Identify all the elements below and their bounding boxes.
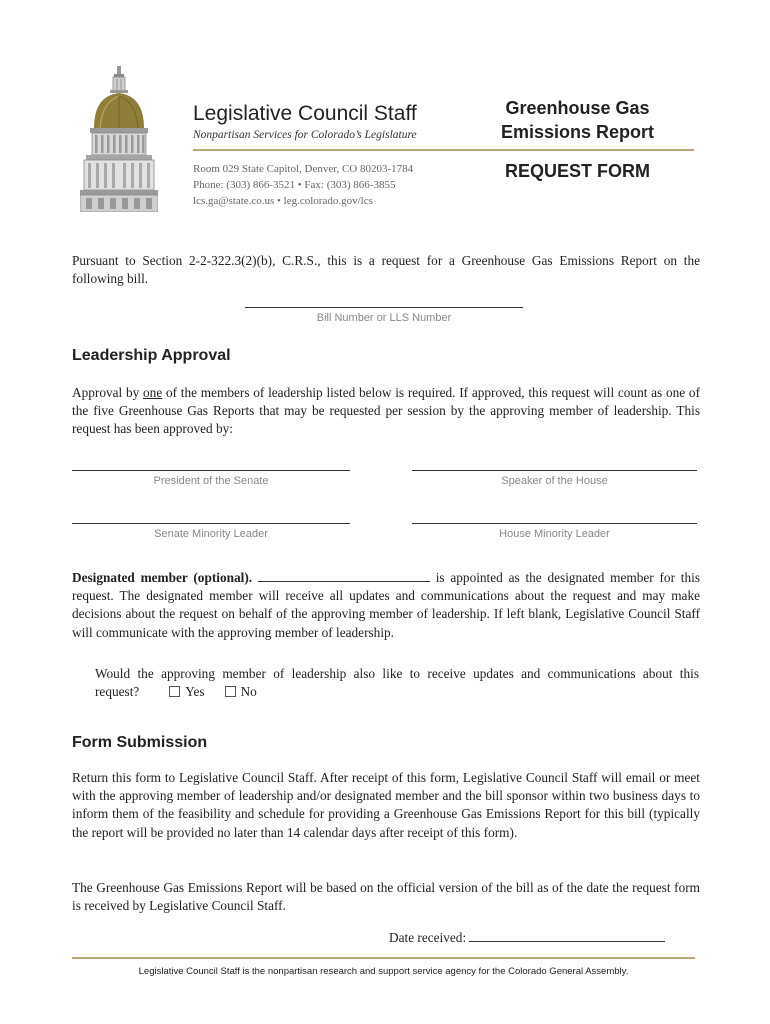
header-divider [193,149,694,151]
senate-minority-signature[interactable] [72,523,350,524]
house-minority-label: House Minority Leader [499,528,610,540]
leadership-text-part2: of the members of leadership listed below is required. If approved, this request will count as one of the five Greenhouse Gas Reports that may be requested per session by the approving member of leadership. This request has been approved by: [72,385,700,437]
designated-member-field[interactable] [258,570,430,582]
contact-phone-fax: Phone: (303) 866-3521 • Fax: (303) 866-3855 [193,179,396,191]
report-title-line2: Emissions Report [500,122,655,142]
designated-text: is appointed as the designated member for this request. The designated member will receive all updates and communications about the request and may make decisions about the request on behalf of the approving member of leadership. If left blank, Legislative Council Staff will communicate with the approving member of leadership. [72,570,700,640]
report-title-line1: Greenhouse Gas [505,98,650,118]
leadership-text-emphasis: one [143,385,163,400]
president-senate-signature[interactable] [72,470,350,471]
no-label: No [240,684,257,700]
form-title: REQUEST FORM [504,161,650,181]
submission-paragraph-2: The Greenhouse Gas Emissions Report will be based on the official version of the bill as of the date the request form is received by Legislative Council Staff. [72,880,700,914]
designated-label: Designated member (optional). [72,570,253,585]
updates-question [95,665,699,701]
bill-number-field[interactable] [245,307,523,308]
date-received [389,930,665,946]
speaker-house-label: Speaker of the House [501,475,608,487]
org-title: Legislative Council Staff [193,102,417,125]
house-minority-signature[interactable] [412,523,697,524]
footer-text: Legislative Council Staff is the nonpartisan research and support service agency for the Colorado General Assembly. [138,966,629,977]
date-received-field[interactable] [469,930,665,942]
contact-address: Room 029 State Capitol, Denver, CO 80203-1784 [193,163,414,175]
bill-number-label: Bill Number or LLS Number [316,312,452,324]
speaker-house-signature[interactable] [412,470,697,471]
org-subtitle: Nonpartisan Services for Colorado’s Legislature [193,129,417,141]
president-senate-label: President of the Senate [153,475,269,487]
date-received-label: Date received: [389,930,467,945]
leadership-text [72,384,700,439]
updates-question-text: Would the approving member of leadership also like to receive updates and communications about this request? [95,666,699,700]
report-title [490,96,665,144]
no-option[interactable] [225,684,257,699]
footer-divider [72,957,695,959]
yes-checkbox[interactable] [169,686,180,697]
submission-paragraph-1: Return this form to Legislative Council Staff. After receipt of this form, Legislative Council Staff will email or meet with the approving member of leadership and/or designated member and the bill sponsor within two business days to inform them of the feasibility and schedule for providing a Greenhouse Gas Emissions Report for this bill (typically the report will be provided no later than 14 calendar days after receipt of this form). [72,770,700,840]
contact-web: lcs.ga@state.co.us • leg.colorado.gov/lcs [193,195,373,207]
designated-paragraph [72,569,700,642]
leadership-text-part1: Approval by [72,385,144,400]
no-checkbox[interactable] [225,686,236,697]
capitol-dome-icon [80,66,158,212]
submission-heading: Form Submission [72,734,208,751]
leadership-heading: Leadership Approval [72,347,231,364]
yes-label: Yes [185,684,205,700]
senate-minority-label: Senate Minority Leader [154,528,268,540]
yes-option[interactable] [169,684,204,699]
intro-text: Pursuant to Section 2-2-322.3(2)(b), C.R.S., this is a request for a Greenhouse Gas Emissions Report on the following bill. [72,253,700,287]
